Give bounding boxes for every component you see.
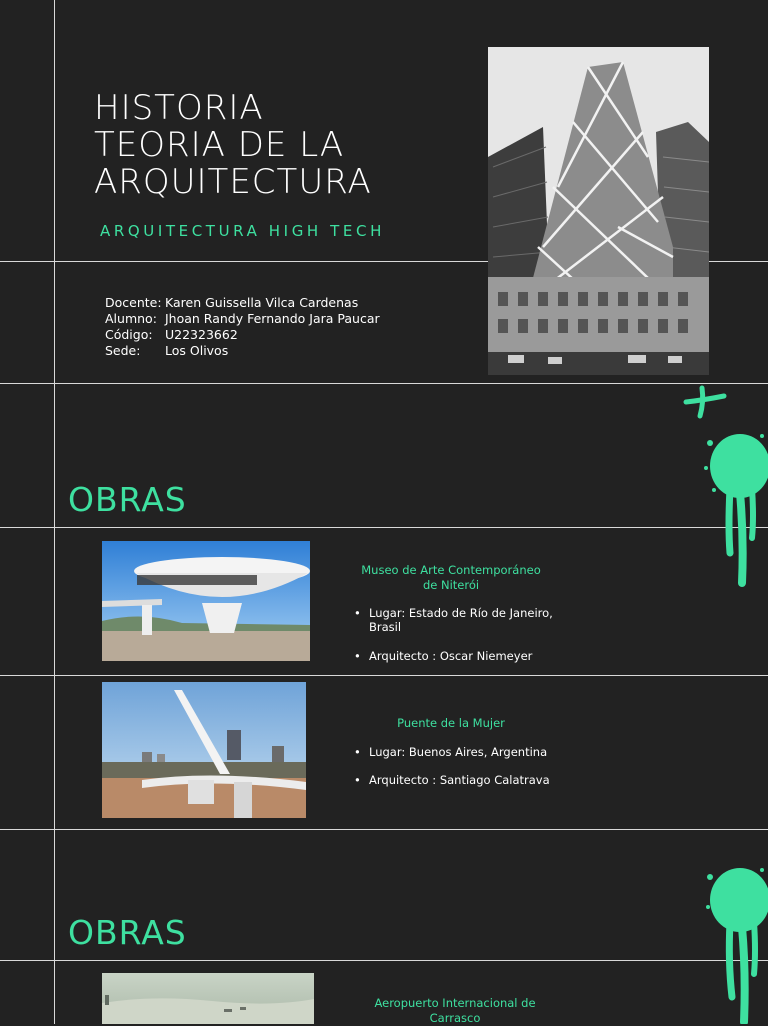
bullet-text: Lugar: Buenos Aires, Argentina — [369, 745, 548, 759]
title-line: TEORIA DE LA — [94, 125, 345, 165]
info-value: U22323662 — [165, 327, 238, 342]
sparkle-icon — [680, 382, 728, 422]
divider-3 — [0, 527, 768, 528]
work-title: Puente de la Mujer — [397, 716, 505, 730]
title-line: ARQUITECTURA — [94, 162, 372, 202]
section-heading: OBRAS — [68, 480, 187, 519]
info-value: Jhoan Randy Fernando Jara Paucar — [165, 311, 380, 326]
divider-1-right — [709, 261, 768, 262]
paint-splat-icon — [700, 428, 768, 593]
bridge-photo — [102, 682, 306, 818]
info-label: Sede: — [105, 343, 141, 358]
bullet-text: Lugar: Estado de Río de Janeiro, Brasil — [369, 606, 553, 634]
divider-2 — [0, 383, 768, 384]
work-title: Museo de Arte Contemporáneo de Niterói — [361, 563, 541, 592]
section-heading: OBRAS — [68, 913, 187, 952]
info-value: Karen Guissella Vilca Cardenas — [165, 295, 359, 310]
airport-photo — [102, 973, 314, 1024]
divider-4 — [0, 675, 768, 676]
info-label: Código: — [105, 327, 153, 342]
title-line: HISTORIA — [94, 88, 264, 128]
info-value: Los Olivos — [165, 343, 229, 358]
bullet-text: Arquitecto : Santiago Calatrava — [369, 773, 550, 787]
work-bullet — [354, 773, 554, 787]
divider-1 — [0, 261, 488, 262]
info-row — [105, 295, 380, 311]
info-row — [105, 311, 380, 327]
info-label: Alumno: — [105, 311, 157, 326]
work-bullet — [354, 606, 554, 634]
bullet-icon: • — [354, 606, 361, 620]
bullet-icon: • — [354, 773, 361, 787]
bullet-icon: • — [354, 649, 361, 663]
info-row — [105, 327, 380, 343]
museum-photo — [102, 541, 310, 661]
vertical-divider — [54, 0, 55, 1024]
work-bullet — [354, 745, 554, 759]
info-label: Docente: — [105, 295, 162, 310]
bullet-text: Arquitecto : Oscar Niemeyer — [369, 649, 533, 663]
divider-6 — [0, 960, 768, 961]
subtitle: ARQUITECTURA HIGH TECH — [100, 222, 385, 240]
info-row — [105, 343, 380, 359]
work-title: Aeropuerto Internacional de Carrasco — [374, 996, 536, 1025]
paint-splat-icon — [700, 862, 768, 1024]
divider-5 — [0, 829, 768, 830]
info-block — [105, 295, 380, 359]
bullet-icon: • — [354, 745, 361, 759]
work-bullet — [354, 649, 554, 663]
page-title — [94, 90, 454, 201]
building-photo — [488, 47, 709, 375]
